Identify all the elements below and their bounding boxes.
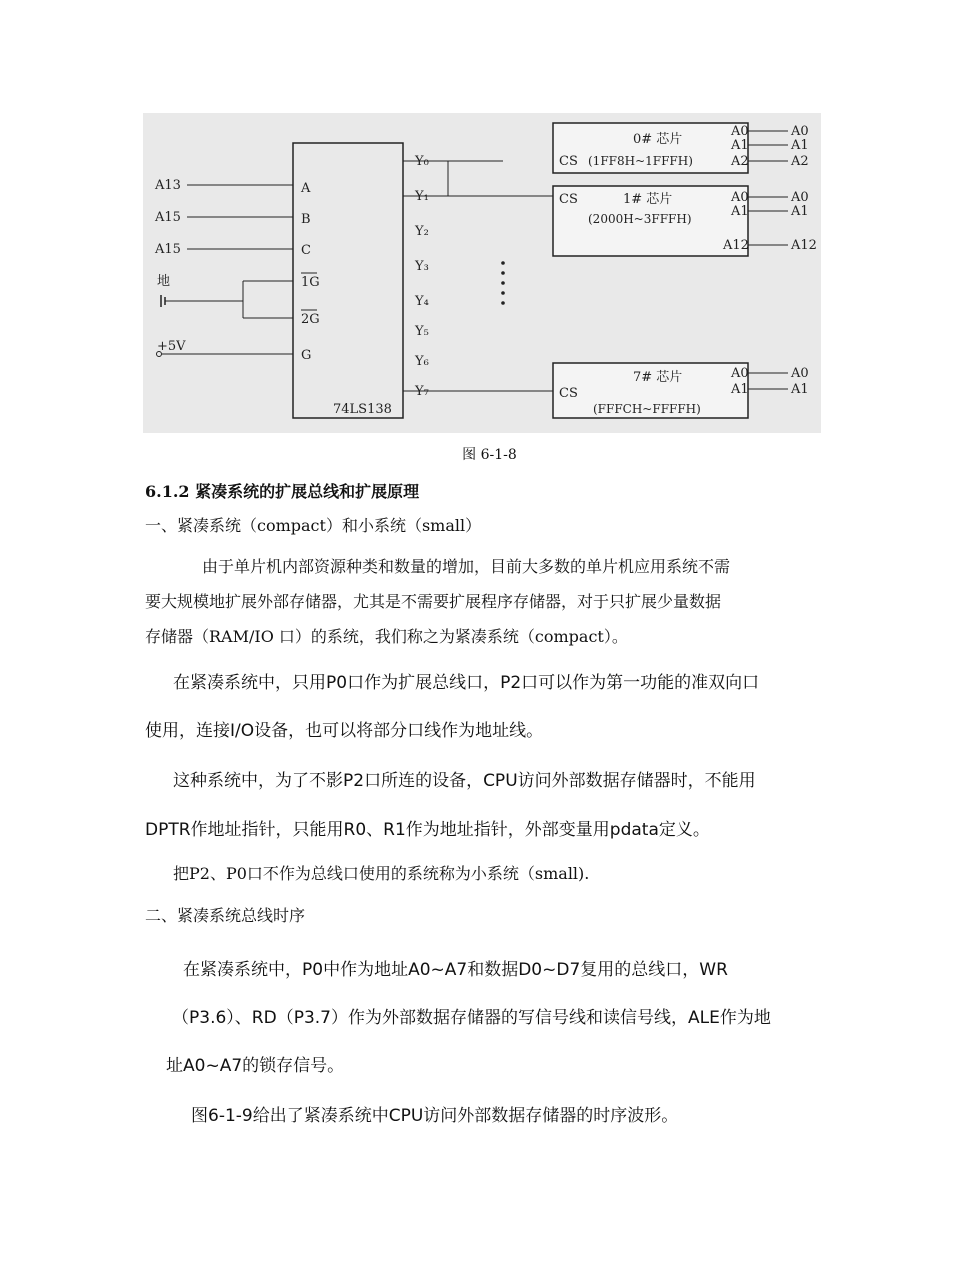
chip0-name: 0# 芯片 — [633, 132, 683, 147]
chip0-range: (1FF8H~1FFFH) — [588, 154, 693, 168]
chip1-range: (2000H~3FFFH) — [588, 212, 692, 226]
input-5v: +5V — [157, 339, 186, 354]
pin-c: C — [301, 243, 311, 258]
input-a15-c: A15 — [155, 242, 181, 257]
paragraph-line: 这种系统中，为了不影P2口所连的设备，CPU访问外部数据存储器时，不能用 — [173, 771, 756, 791]
out-y6: Y₆ — [415, 354, 429, 369]
chip0-ext-a1: A1 — [791, 138, 809, 153]
out-y2: Y₂ — [415, 224, 429, 239]
paragraph-small-system: 把P2、P0口不作为总线口使用的系统称为小系统（small). — [173, 864, 590, 883]
chip0-cs: CS — [559, 154, 578, 169]
chip7-cs: CS — [559, 386, 578, 401]
chip7-pin-a1: A1 — [731, 382, 749, 397]
figure-caption: 图 6-1-8 — [462, 447, 517, 463]
chip0-pin-a0: A0 — [731, 124, 749, 139]
input-a15-b: A15 — [155, 210, 181, 225]
out-y0: Y₀ — [415, 154, 429, 169]
decoder-circuit-figure — [143, 113, 821, 433]
pin-b: B — [301, 212, 311, 227]
chip1-ext-a1: A1 — [791, 204, 809, 219]
chip7-name: 7# 芯片 — [633, 370, 683, 385]
subhead-bus-timing: 二、紧凑系统总线时序 — [145, 906, 306, 925]
chip7-ext-a0: A0 — [791, 366, 809, 381]
pin-g: G — [301, 348, 312, 363]
chip7-ext-a1: A1 — [791, 382, 809, 397]
chip0-ext-a2: A2 — [791, 154, 809, 169]
paragraph-line: 址A0~A7的锁存信号。 — [166, 1056, 345, 1076]
pin-1g: 1G — [301, 275, 320, 290]
pin-2g: 2G — [301, 312, 320, 327]
chip7-range: (FFFCH~FFFFH) — [593, 402, 701, 416]
paragraph-line: DPTR作地址指针，只能用R0、R1作为地址指针，外部变量用pdata定义。 — [145, 820, 710, 840]
subhead-compact-small: 一、紧凑系统（compact）和小系统（small） — [145, 516, 482, 535]
paragraph-line: 存储器（RAM/IO 口）的系统，我们称之为紧凑系统（compact）。 — [145, 627, 628, 646]
out-y4: Y₄ — [415, 294, 429, 309]
chip1-ext-a12: A12 — [791, 238, 817, 253]
chip1-ext-a0: A0 — [791, 190, 809, 205]
pin-a: A — [301, 181, 311, 196]
paragraph-line: （P3.6）、RD（P3.7）作为外部数据存储器的写信号线和读信号线，ALE作为地 — [172, 1008, 771, 1028]
input-ground: 地 — [157, 274, 171, 289]
chip0-ext-a0: A0 — [791, 124, 809, 139]
chip1-pin-a0: A0 — [731, 190, 749, 205]
chip1-pin-a1: A1 — [731, 204, 749, 219]
chip1-pin-a12: A12 — [723, 238, 749, 253]
chip0-pin-a1: A1 — [731, 138, 749, 153]
paragraph-line: 要大规模地扩展外部存储器，尤其是不需要扩展程序存储器，对于只扩展少量数据 — [145, 592, 722, 611]
paragraph-line: 使用，连接I/O设备，也可以将部分口线作为地址线。 — [145, 721, 544, 741]
decoder-label: 74LS138 — [333, 402, 392, 417]
out-y3: Y₃ — [415, 259, 429, 274]
chip7-pin-a0: A0 — [731, 366, 749, 381]
out-y1: Y₁ — [415, 189, 429, 204]
section-title: 6.1.2 紧凑系统的扩展总线和扩展原理 — [145, 482, 420, 501]
chip0-pin-a2: A2 — [731, 154, 749, 169]
chip1-cs: CS — [559, 192, 578, 207]
paragraph-compact-intro — [145, 549, 845, 654]
input-a13: A13 — [155, 178, 181, 193]
chip1-name: 1# 芯片 — [623, 192, 673, 207]
paragraph-line: 图6-1-9给出了紧凑系统中CPU访问外部数据存储器的时序波形。 — [191, 1106, 679, 1126]
paragraph-line: 由于单片机内部资源种类和数量的增加，目前大多数的单片机应用系统不需 — [202, 557, 731, 576]
paragraph-line: 在紧凑系统中，P0中作为地址A0~A7和数据D0~D7复用的总线口，WR — [183, 960, 728, 980]
out-y7: Y₇ — [415, 384, 429, 399]
out-y5: Y₅ — [415, 324, 429, 339]
paragraph-line: 在紧凑系统中，只用P0口作为扩展总线口，P2口可以作为第一功能的准双向口 — [173, 673, 760, 693]
